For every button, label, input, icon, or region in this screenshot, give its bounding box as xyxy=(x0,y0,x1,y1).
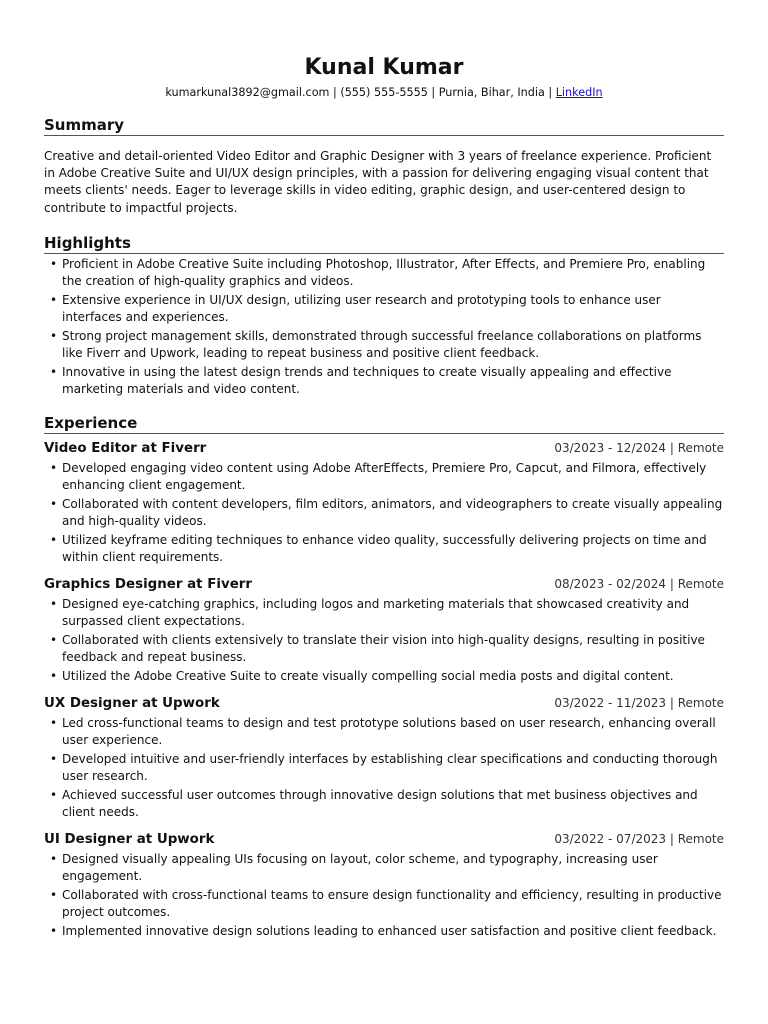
job-title: UI Designer at Upwork xyxy=(44,831,215,847)
linkedin-link[interactable]: LinkedIn xyxy=(555,86,603,99)
job-dates-location: 03/2023 - 12/2024 | Remote xyxy=(554,440,724,455)
job-header xyxy=(44,830,724,849)
highlight-item: • Strong project management skills, demonstrated through successful freelance collaborations on platforms like Fiverr and Upwork, leading to repeat business and positive client feedback. xyxy=(44,328,724,362)
contact-line xyxy=(44,86,724,100)
job-header xyxy=(44,575,724,594)
job-dates-location: 03/2022 - 07/2023 | Remote xyxy=(554,831,724,846)
job-entry xyxy=(44,575,724,685)
summary-text: Creative and detail-oriented Video Editor and Graphic Designer with 3 years of freelance experience. Proficient in Adobe Creative Suite and UI/UX design principles, with a passion for delivering engaging visual content that meets clients' needs. Eager to leverage skills in video editing, graphic design, and user-centered design to contribute to impactful projects. xyxy=(44,149,712,215)
job-entry xyxy=(44,694,724,821)
job-title: Graphics Designer at Fiverr xyxy=(44,576,252,592)
highlight-item: • Proficient in Adobe Creative Suite including Photoshop, Illustrator, After Effects, and Premiere Pro, enabling the creation of high-quality graphics and videos. xyxy=(44,256,724,290)
highlight-item: • Innovative in using the latest design trends and techniques to create visually appealing and effective marketing materials and video content. xyxy=(44,364,724,398)
job-bullet: • Implemented innovative design solutions leading to enhanced user satisfaction and positive client feedback. xyxy=(44,923,724,940)
experience-heading: Experience xyxy=(44,414,724,434)
job-bullet: • Utilized the Adobe Creative Suite to create visually compelling social media posts and digital content. xyxy=(44,668,724,685)
job-bullet: • Designed eye-catching graphics, including logos and marketing materials that showcased creativity and surpassed client expectations. xyxy=(44,596,724,630)
job-header xyxy=(44,439,724,458)
job-bullet: • Achieved successful user outcomes through innovative design solutions that met business objectives and client needs. xyxy=(44,787,724,821)
job-title: UX Designer at Upwork xyxy=(44,695,220,711)
highlights-section xyxy=(44,234,724,398)
job-bullet: • Collaborated with cross-functional teams to ensure design functionality and efficiency, resulting in productive project outcomes. xyxy=(44,887,724,921)
job-bullet: • Led cross-functional teams to design and test prototype solutions based on user research, enhancing overall user experience. xyxy=(44,715,724,749)
highlights-list xyxy=(44,256,724,398)
job-bullet: • Developed engaging video content using Adobe AfterEffects, Premiere Pro, Capcut, and Filmora, effectively enhancing client engagement. xyxy=(44,460,724,494)
job-title: Video Editor at Fiverr xyxy=(44,440,207,456)
job-dates-location: 03/2022 - 11/2023 | Remote xyxy=(554,695,724,710)
experience-section xyxy=(44,414,724,940)
job-bullets xyxy=(44,596,724,685)
job-bullets xyxy=(44,460,724,566)
job-entry xyxy=(44,439,724,566)
job-bullet: • Developed intuitive and user-friendly interfaces by establishing clear specifications and conducting thorough user research. xyxy=(44,751,724,785)
job-bullet: • Collaborated with clients extensively to translate their vision into high-quality designs, resulting in positive feedback and repeat business. xyxy=(44,632,724,666)
job-entry xyxy=(44,830,724,940)
candidate-name: Kunal Kumar xyxy=(304,55,464,80)
job-bullet: • Utilized keyframe editing techniques to enhance video quality, successfully delivering projects on time and within client requirements. xyxy=(44,532,724,566)
summary-heading: Summary xyxy=(44,116,724,136)
job-header xyxy=(44,694,724,713)
contact-details: kumarkunal3892@gmail.com | (555) 555-5555 | Purnia, Bihar, India | xyxy=(165,86,556,99)
job-dates-location: 08/2023 - 02/2024 | Remote xyxy=(554,576,724,591)
job-bullets xyxy=(44,851,724,940)
highlight-item: • Extensive experience in UI/UX design, utilizing user research and prototyping tools to enhance user interfaces and experiences. xyxy=(44,292,724,326)
job-bullet: • Collaborated with content developers, film editors, animators, and videographers to create visually appealing and high-quality videos. xyxy=(44,496,724,530)
job-bullet: • Designed visually appealing UIs focusing on layout, color scheme, and typography, increasing user engagement. xyxy=(44,851,724,885)
highlights-heading: Highlights xyxy=(44,234,724,254)
summary-section xyxy=(44,116,724,217)
job-bullets xyxy=(44,715,724,821)
